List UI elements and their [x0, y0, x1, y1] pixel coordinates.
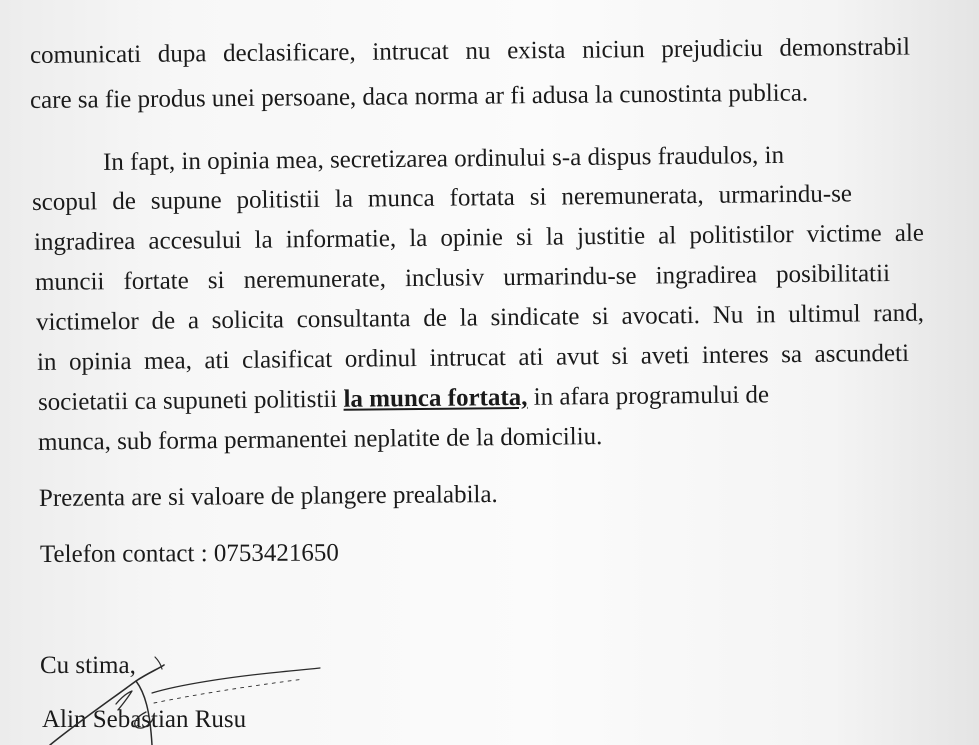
- phone-contact: Telefon contact : 0753421650: [39, 539, 339, 568]
- paragraph-2-line-6: in opinia mea, ati clasificat ordinul intrucat ati avut si aveti interes sa ascundeti: [36, 339, 910, 376]
- paragraph-2-line-3: ingradirea accesului la informatie, la opinie si la justitie al politistilor victime ale: [33, 219, 925, 256]
- emphasized-phrase: la munca fortata,: [343, 383, 528, 413]
- handwritten-signature: [28, 648, 348, 745]
- paragraph-2-line-7: [38, 380, 769, 418]
- paragraph-2-line-4: muncii fortate si neremunerate, inclusiv urmarindu-se ingradirea posibilitatii: [34, 260, 891, 296]
- paragraph-2-line-2: scopul de supune politistii la munca fortata si neremunerata, urmarindu-se: [31, 180, 853, 216]
- line-7-text-before: societatii ca supuneti politistii: [37, 385, 344, 416]
- paragraph-2-line-5: victimelor de a solicita consultanta de la sindicate si avocati. Nu in ultimul rand,: [35, 299, 925, 336]
- closing-salutation: Cu stima,: [40, 652, 136, 679]
- paragraph-2-line-1: In fapt, in opinia mea, secretizarea ordinului s-a dispus fraudulos, in: [102, 141, 785, 176]
- signer-name: Alin Sebastian Rusu: [42, 706, 247, 733]
- line-7-text-after: in afara programului de: [527, 381, 770, 411]
- paragraph-1-line-1: comunicati dupa declasificare, intrucat nu exista niciun prejudiciu demonstrabil: [29, 33, 911, 69]
- complaint-note: Prezenta are si valoare de plangere prealabila.: [38, 480, 498, 512]
- paragraph-1-line-2: care sa fie produs unei persoane, daca norma ar fi adusa la cunostinta publica.: [29, 79, 809, 114]
- paragraph-2-line-8: munca, sub forma permanentei neplatite de la domiciliu.: [37, 423, 603, 456]
